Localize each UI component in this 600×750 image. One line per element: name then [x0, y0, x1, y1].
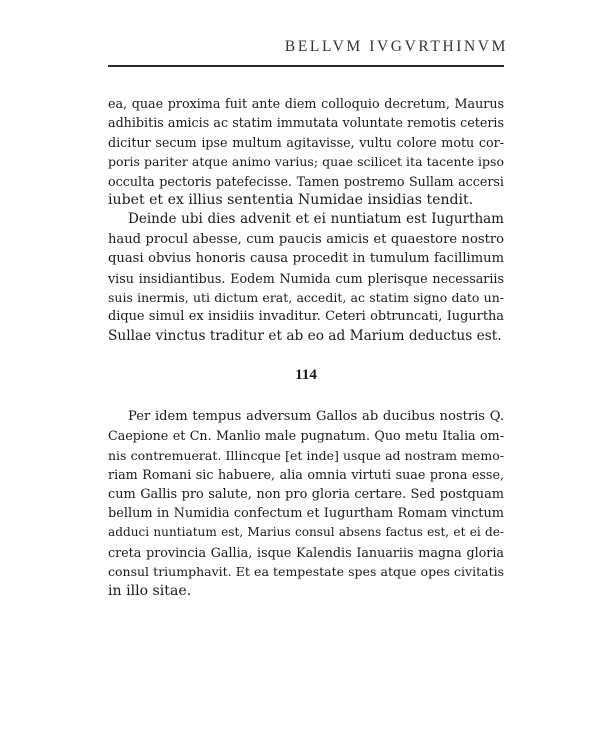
text-line: iubet et ex illius sententia Numidae insidias tendit. — [108, 191, 474, 208]
text-line: visu insidiantibus. Eodem Numida cum plerisque necessariis — [108, 270, 504, 286]
paragraph-block-113 — [108, 94, 504, 346]
chapter-number: 114 — [295, 367, 317, 383]
text-line: creta provincia Gallia, isque Kalendis Ianuariis magna gloria — [108, 544, 504, 560]
text-line: suis inermis, uti dictum erat, accedit, ac statim signo dato un- — [108, 289, 504, 305]
text-line: quasi obvius honoris causa procedit in tumulum facillimum — [108, 251, 504, 267]
text-line: Deinde ubi dies advenit et ei nuntiatum est Iugurtham — [128, 211, 504, 228]
running-head: BELLVM IVGVRTHINVM — [284, 38, 508, 55]
text-line: poris pariter atque animo varius; quae scilicet ita tacente ipso — [108, 154, 504, 170]
text-line: ea, quae proxima fuit ante diem colloquio decretum, Maurus — [108, 96, 504, 111]
text-line: cum Gallis pro salute, non pro gloria certare. Sed postquam — [108, 486, 504, 502]
text-line: nis contremuerat. Illincque [et inde] usque ad nostram memo- — [108, 447, 504, 463]
text-line: Per idem tempus adversum Gallos ab ducibus nostris Q. — [128, 409, 504, 424]
text-line: adhibitis amicis ac statim immutata voluntate remotis ceteris — [108, 115, 504, 131]
text-line: dique simul ex insidiis invaditur. Ceteri obtruncati, Iugurtha — [108, 309, 504, 325]
text-line: haud procul abesse, cum paucis amicis et quaestore nostro — [108, 231, 504, 247]
text-line: Caepione et Cn. Manlio male pugnatum. Quo metu Italia om- — [108, 428, 504, 444]
text-line: consul triumphavit. Et ea tempestate spes atque opes civitatis — [108, 564, 504, 580]
text-line: in illo sitae. — [108, 582, 192, 599]
text-line: adduci nuntiatum est, Marius consul absens factus est, et ei de- — [108, 525, 504, 540]
paragraph-block-114 — [108, 407, 504, 601]
text-line: riam Romani sic habuere, alia omnia virtuti suae prona esse, — [108, 467, 504, 483]
text-line: bellum in Numidia confectum et Iugurtham Romam vinctum — [108, 505, 504, 521]
header-rule — [108, 65, 504, 67]
text-line: Sullae vinctus traditur et ab eo ad Marium deductus est. — [108, 327, 502, 344]
text-line: occulta pectoris patefecisse. Tamen postremo Sullam accersi — [108, 173, 504, 189]
text-line: dicitur secum ipse multum agitavisse, vultu colore motu cor- — [108, 134, 504, 150]
